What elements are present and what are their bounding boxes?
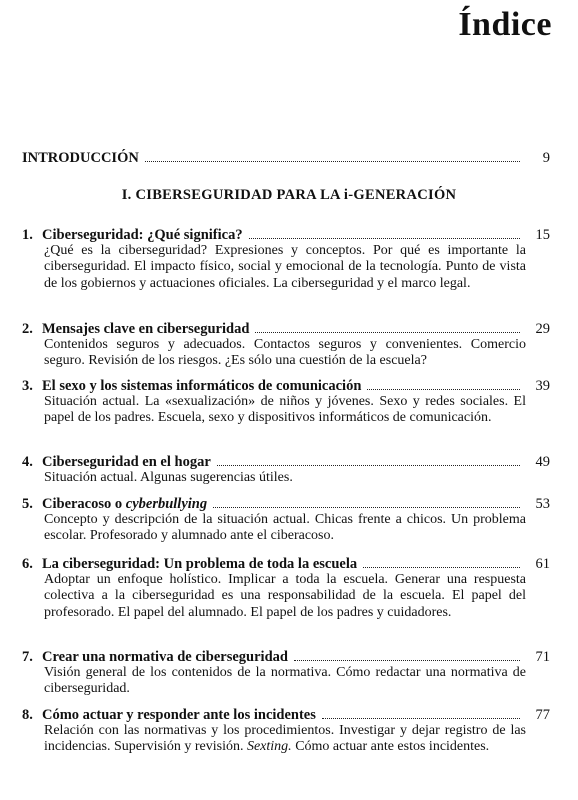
description-emphasis: Sexting. bbox=[246, 739, 292, 755]
chapter-number: 6. bbox=[22, 556, 33, 572]
dot-leader bbox=[213, 507, 520, 508]
chapter-title-emphasis: cyberbullying bbox=[125, 496, 208, 512]
chapter-number: 7. bbox=[22, 649, 33, 665]
chapter-number: 1. bbox=[22, 227, 33, 243]
description-text: Cómo actuar ante estos incidentes. bbox=[291, 739, 490, 755]
chapter-title: La ciberseguridad: Un problema de toda la escuela bbox=[42, 556, 358, 572]
chapter-page-number: 39 bbox=[535, 378, 550, 394]
page-title: Índice bbox=[458, 6, 552, 43]
chapter-number: 5. bbox=[22, 496, 33, 512]
chapter-title-prefix: Ciberacoso o bbox=[42, 496, 126, 512]
chapter-page-number: 49 bbox=[535, 454, 550, 470]
toc-entry-chapter-2[interactable] bbox=[22, 321, 550, 370]
chapter-number: 4. bbox=[22, 454, 33, 470]
toc-entry-introduction[interactable] bbox=[22, 150, 550, 166]
description-text: Relación con las normativas y los procedimientos. Investigar y dejar registro de las incidencias. Supervisión y revisión. bbox=[44, 723, 526, 755]
chapter-description: Situación actual. Algunas sugerencias útiles. bbox=[44, 470, 293, 485]
chapter-page-number: 53 bbox=[535, 496, 550, 512]
chapter-page-number: 61 bbox=[535, 556, 550, 572]
toc-entry-chapter-1[interactable] bbox=[22, 227, 550, 292]
dot-leader bbox=[249, 238, 520, 239]
introduction-label: INTRODUCCIÓN bbox=[22, 150, 139, 166]
chapter-page-number: 77 bbox=[535, 707, 550, 723]
chapter-description: Visión general de los contenidos de la normativa. Cómo redactar una normativa de ciberseguridad. bbox=[44, 665, 526, 697]
section-heading: I. CIBERSEGURIDAD PARA LA i-GENERACIÓN bbox=[121, 187, 457, 203]
dot-leader bbox=[145, 161, 520, 162]
dot-leader bbox=[367, 389, 520, 390]
chapter-description: Concepto y descripción de la situación actual. Chicas frente a chicos. Un problema escolar. Profesorado y alumnado ante el ciberacoso. bbox=[44, 512, 526, 544]
toc-entry-chapter-3[interactable] bbox=[22, 378, 550, 427]
chapter-description: ¿Qué es la ciberseguridad? Expresiones y conceptos. Por qué es importante la ciberseguridad. El impacto físico, social y emocional de la tecnología. Punto de vista de los gobiernos y actuaciones oficiales. La ciberseguridad y el marco legal. bbox=[44, 243, 526, 291]
chapter-number: 2. bbox=[22, 321, 33, 337]
introduction-page-number: 9 bbox=[542, 150, 550, 166]
chapter-title: Mensajes clave en ciberseguridad bbox=[42, 321, 250, 337]
chapter-title bbox=[42, 496, 207, 512]
toc-entry-chapter-8[interactable] bbox=[22, 707, 550, 756]
chapter-page-number: 29 bbox=[535, 321, 550, 337]
toc-entry-chapter-5[interactable] bbox=[22, 496, 550, 545]
chapter-page-number: 71 bbox=[535, 649, 550, 665]
chapter-number: 3. bbox=[22, 378, 33, 394]
chapter-description bbox=[44, 723, 550, 756]
chapter-title: Ciberseguridad: ¿Qué significa? bbox=[42, 227, 243, 243]
toc-entry-chapter-4[interactable] bbox=[22, 454, 550, 486]
chapter-page-number: 15 bbox=[535, 227, 550, 243]
dot-leader bbox=[294, 660, 520, 661]
chapter-description: Situación actual. La «sexualización» de niños y jóvenes. Sexo y redes sociales. El papel de los padres. Escuela, sexo y dispositivos informáticos de comunicación. bbox=[44, 394, 526, 426]
chapter-description: Contenidos seguros y adecuados. Contactos seguros y convenientes. Comercio seguro. Revisión de los riesgos. ¿Es sólo una cuestión de la escuela? bbox=[44, 337, 526, 369]
dot-leader bbox=[363, 567, 520, 568]
chapter-title: Crear una normativa de ciberseguridad bbox=[42, 649, 288, 665]
toc-entry-chapter-7[interactable] bbox=[22, 649, 550, 698]
chapter-description: Adoptar un enfoque holístico. Implicar a toda la escuela. Generar una respuesta colectiva a la ciberseguridad es una responsabilidad de la escuela. El papel del profesorado. El papel del alumnado. El papel de los padres y cuidadores. bbox=[44, 572, 526, 620]
dot-leader bbox=[322, 718, 520, 719]
dot-leader bbox=[255, 332, 520, 333]
chapter-title: Ciberseguridad en el hogar bbox=[42, 454, 211, 470]
chapter-number: 8. bbox=[22, 707, 33, 723]
dot-leader bbox=[217, 465, 520, 466]
toc-entry-chapter-6[interactable] bbox=[22, 556, 550, 621]
chapter-title: Cómo actuar y responder ante los incidentes bbox=[42, 707, 316, 723]
chapter-title: El sexo y los sistemas informáticos de comunicación bbox=[42, 378, 362, 394]
